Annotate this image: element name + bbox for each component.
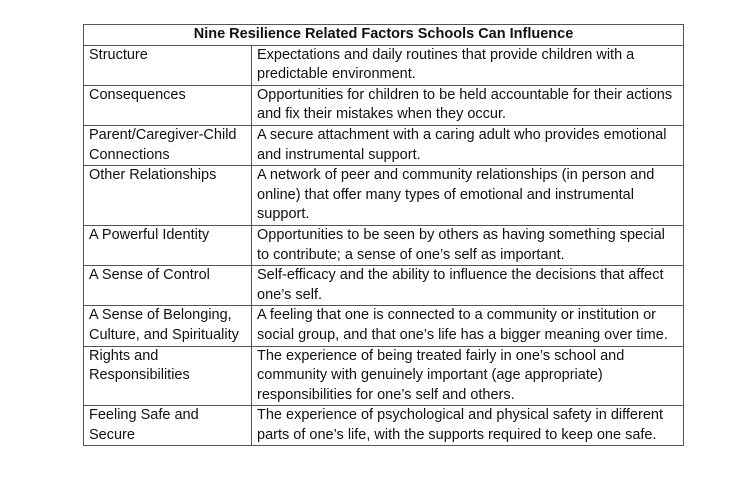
factor-cell: Structure (84, 45, 252, 85)
table-row (84, 45, 684, 85)
factor-cell: Consequences (84, 85, 252, 125)
table-row (84, 125, 684, 165)
factor-cell: Parent/Caregiver-Child Connections (84, 125, 252, 165)
description-cell: The experience of being treated fairly in one’s school and community with genuinely important (age appropriate) responsibilities for one’s self and others. (252, 346, 684, 406)
table-row (84, 306, 684, 346)
table-row (84, 225, 684, 265)
table-row (84, 266, 684, 306)
table-row (84, 85, 684, 125)
factor-cell: Other Relationships (84, 166, 252, 226)
factor-cell: A Sense of Belonging, Culture, and Spirituality (84, 306, 252, 346)
factor-cell: A Sense of Control (84, 266, 252, 306)
factor-cell: A Powerful Identity (84, 225, 252, 265)
resilience-factors-table (83, 24, 684, 446)
table-row (84, 166, 684, 226)
description-cell: A feeling that one is connected to a community or institution or social group, and that one’s life has a bigger meaning over time. (252, 306, 684, 346)
table-title: Nine Resilience Related Factors Schools Can Influence (84, 25, 684, 46)
description-cell: Opportunities for children to be held accountable for their actions and fix their mistakes when they occur. (252, 85, 684, 125)
description-cell: Self-efficacy and the ability to influence the decisions that affect one’s self. (252, 266, 684, 306)
resilience-factors-table-container (83, 24, 683, 446)
description-cell: Expectations and daily routines that provide children with a predictable environment. (252, 45, 684, 85)
table-row (84, 406, 684, 446)
description-cell: Opportunities to be seen by others as having something special to contribute; a sense of one’s self as important. (252, 225, 684, 265)
factor-cell: Feeling Safe and Secure (84, 406, 252, 446)
description-cell: A network of peer and community relationships (in person and online) that offer many types of emotional and instrumental support. (252, 166, 684, 226)
description-cell: The experience of psychological and physical safety in different parts of one’s life, with the supports required to keep one safe. (252, 406, 684, 446)
description-cell: A secure attachment with a caring adult who provides emotional and instrumental support. (252, 125, 684, 165)
table-title-row (84, 25, 684, 46)
factor-cell: Rights and Responsibilities (84, 346, 252, 406)
table-row (84, 346, 684, 406)
